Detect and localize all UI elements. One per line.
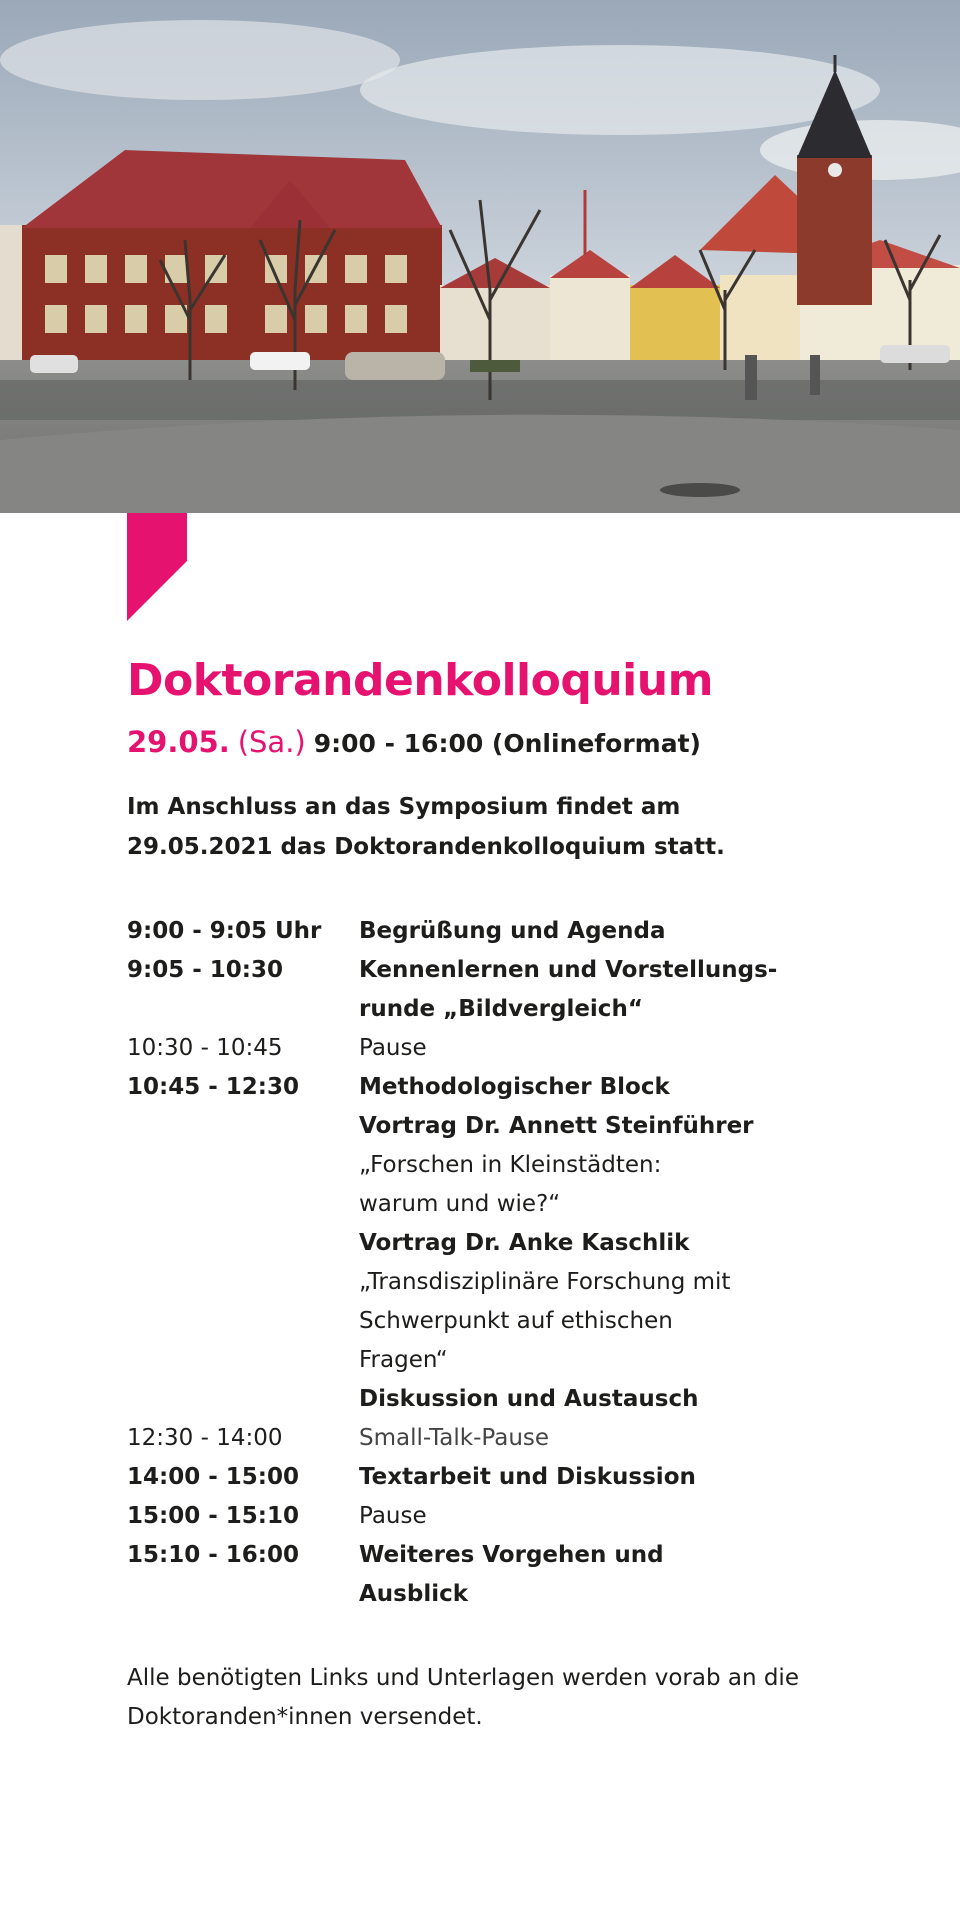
schedule-line: Pause (359, 1503, 427, 1530)
schedule-line: „Transdisziplinäre Forschung mit (359, 1269, 731, 1296)
main-content (127, 655, 847, 1737)
schedule-line: Small-Talk-Pause (359, 1425, 550, 1452)
schedule-line: Vortrag Dr. Annett Steinführer (359, 1113, 754, 1140)
schedule-row (127, 1029, 847, 1068)
bookmark-ribbon-icon (127, 513, 187, 621)
schedule-desc (359, 1419, 847, 1458)
schedule-time: 14:00 - 15:00 (127, 1464, 299, 1491)
schedule-row (127, 1458, 847, 1497)
dateline (127, 724, 847, 762)
schedule (127, 912, 847, 1614)
schedule-row (127, 912, 847, 951)
schedule-line: Methodologischer Block (359, 1074, 670, 1101)
schedule-line: Vortrag Dr. Anke Kaschlik (359, 1230, 690, 1257)
schedule-line: warum und wie?“ (359, 1191, 561, 1218)
schedule-time: 15:00 - 15:10 (127, 1503, 299, 1530)
page-title: Doktorandenkolloquium (127, 655, 713, 706)
schedule-line: Ausblick (359, 1581, 469, 1608)
schedule-line: Begrüßung und Agenda (359, 918, 666, 945)
schedule-line: „Forschen in Kleinstädten: (359, 1152, 662, 1179)
event-date: 29.05. (127, 724, 230, 759)
schedule-line: Fragen“ (359, 1347, 448, 1374)
event-time: 9:00 - 16:00 (Onlineformat) (313, 728, 701, 758)
schedule-time: 10:45 - 12:30 (127, 1074, 299, 1101)
schedule-desc (359, 912, 847, 951)
schedule-line: Pause (359, 1035, 427, 1062)
schedule-desc (359, 951, 847, 1029)
schedule-row (127, 1497, 847, 1536)
schedule-desc (359, 1458, 847, 1497)
header-photo (0, 0, 960, 513)
footer-note: Alle benötigten Links und Unterlagen werden vorab an die Doktoranden*innen versendet. (127, 1665, 799, 1731)
schedule-desc (359, 1536, 847, 1614)
schedule-time: 15:10 - 16:00 (127, 1542, 299, 1569)
schedule-desc (359, 1029, 847, 1068)
schedule-line: Diskussion und Austausch (359, 1386, 699, 1413)
schedule-time: 12:30 - 14:00 (127, 1425, 283, 1452)
intro-text: Im Anschluss an das Symposium findet am 29.05.2021 das Doktorandenkolloquium statt. (127, 794, 725, 861)
schedule-row (127, 1419, 847, 1458)
schedule-line: Textarbeit und Diskussion (359, 1464, 696, 1491)
schedule-time: 9:05 - 10:30 (127, 957, 283, 984)
schedule-desc (359, 1497, 847, 1536)
schedule-desc (359, 1068, 847, 1419)
town-square-illustration (0, 0, 960, 513)
schedule-line: runde „Bildvergleich“ (359, 996, 643, 1023)
schedule-row (127, 1536, 847, 1614)
schedule-line: Weiteres Vorgehen und (359, 1542, 664, 1569)
bookmark-ribbon-shape (127, 513, 187, 621)
schedule-row (127, 1068, 847, 1419)
schedule-row (127, 951, 847, 1029)
event-day: (Sa.) (237, 724, 306, 759)
schedule-line: Kennenlernen und Vorstellungs- (359, 957, 778, 984)
schedule-time: 9:00 - 9:05 Uhr (127, 918, 322, 945)
schedule-time: 10:30 - 10:45 (127, 1035, 283, 1062)
schedule-line: Schwerpunkt auf ethischen (359, 1308, 673, 1335)
